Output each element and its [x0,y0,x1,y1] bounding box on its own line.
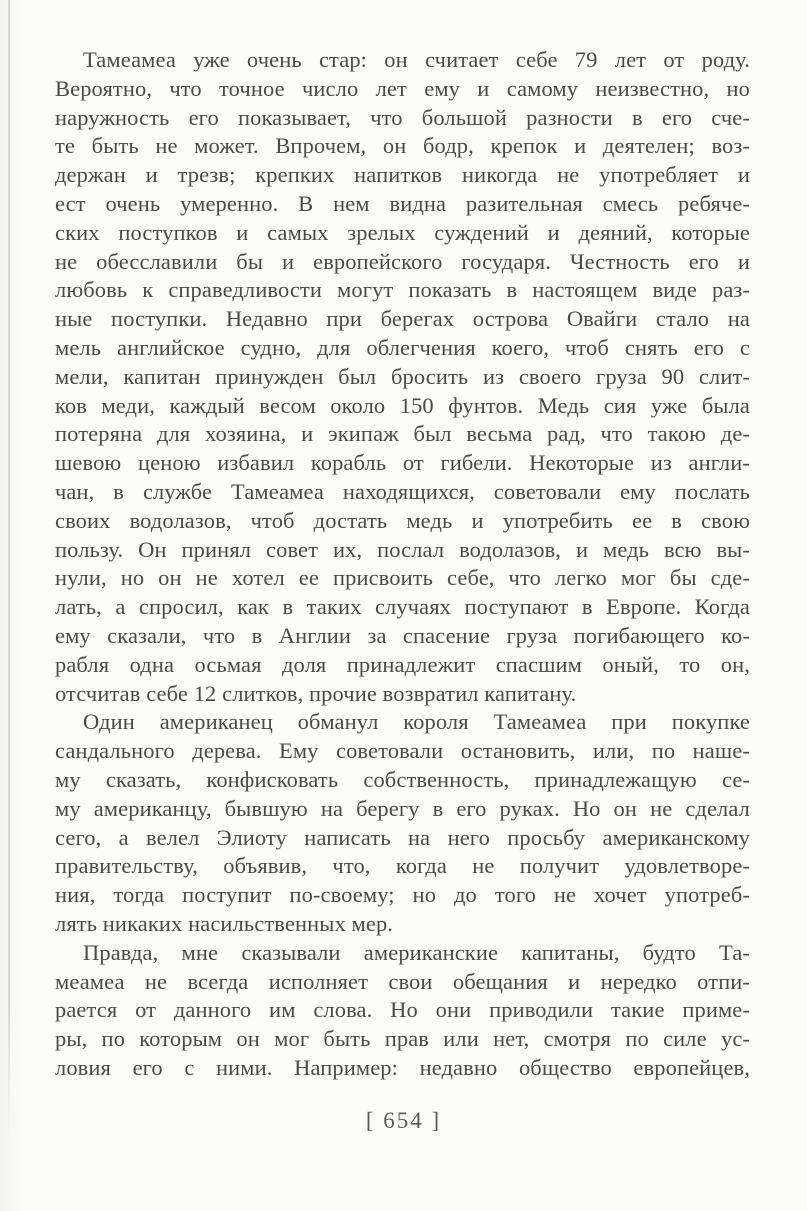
text-line: ских поступков и самых зрелых суждений и деяний, которые [55,219,750,245]
page-edge-shade [0,0,22,1211]
text-line: держан и трезв; крепких напитков никогда не употребляет и [55,162,750,188]
text-line: ему сказали, что в Англии за спасение груза погибающего ко- [55,622,750,648]
text-line: мель английское судно, для облегчения коего, чтоб снять его с [55,334,750,360]
text-line: отсчитав себе 12 слитков, прочие возвратил капитану. [55,680,577,706]
text-line: ков меди, каждый весом около 150 фунтов. Медь сия уже была [55,392,750,418]
text-line: рабля одна осьмая доля принадлежит спасшим оный, то он, [55,651,750,677]
text-line: любовь к справедливости могут показать в настоящем виде раз- [55,277,750,303]
text-line: те быть не может. Впрочем, он бодр, крепок и деятелен; воз- [55,133,750,159]
text-line: шевою ценою избавил корабль от гибели. Некоторые из англи- [55,450,750,476]
text-line: сего, а велел Элиоту написать на него просьбу американскому [55,824,750,850]
text-line: чан, в службе Тамеамеа находящихся, советовали ему послать [55,478,750,504]
text-line: лять никаких насильственных мер. [55,910,394,936]
text-line: потеряна для хозяина, и экипаж был весьма рад, что такою де- [55,421,750,447]
text-line: ния, тогда поступит по-своему; но до того не хочет употреб- [55,882,750,908]
text-line: му сказать, конфисковать собственность, принадлежащую се- [55,766,750,792]
text-line: ест очень умеренно. В нем видна разительная смесь ребяче- [55,190,750,216]
text-line: ловия его с ними. Например: недавно общество европейцев, [55,1054,750,1080]
text-line: меамеа не всегда исполняет свои обещания и нередко отпи- [55,968,750,994]
text-line: Один американец обманул короля Тамеамеа при покупке [83,709,750,735]
text-line: наружность его показывает, что большой разности в его сче- [55,104,750,130]
text-line: рается от данного им слова. Но они приводили такие приме- [55,997,750,1023]
page-edge-line [8,0,10,1140]
text-line: нули, но он не хотел ее присвоить себе, что легко мог бы сде- [55,565,750,591]
text-line: ные поступки. Недавно при берегах острова Овайги стало на [55,306,750,332]
text-line: не обесславили бы и европейского государя. Честность его и [55,248,750,274]
text-line: правительству, объявив, что, когда не получит удовлетворе- [55,853,750,879]
text-line: сандального дерева. Ему советовали остановить, или, по наше- [55,738,750,764]
page-number: [ 654 ] [365,1108,442,1133]
text-line: Тамеамеа уже очень стар: он считает себе 79 лет от роду. [83,47,750,72]
text-line: му американцу, бывшую на берегу в его руках. Но он не сделал [55,795,750,821]
text-line: пользу. Он принял совет их, послал водолазов, и медь всю вы- [55,536,750,562]
text-line: своих водолазов, чтоб достать медь и употребить ее в свою [55,507,750,533]
text-line: Вероятно, что точное число лет ему и самому неизвестно, но [55,75,750,101]
text-block [55,46,750,1083]
text-line: лать, а спросил, как в таких случаях поступают в Европе. Когда [55,594,750,620]
text-line: Правда, мне сказывали американские капитаны, будто Та- [83,939,750,965]
text-line: мели, капитан принужден был бросить из своего груза 90 слит- [55,363,750,389]
text-line: ры, по которым он мог быть прав или нет, смотря по силе ус- [55,1026,750,1052]
